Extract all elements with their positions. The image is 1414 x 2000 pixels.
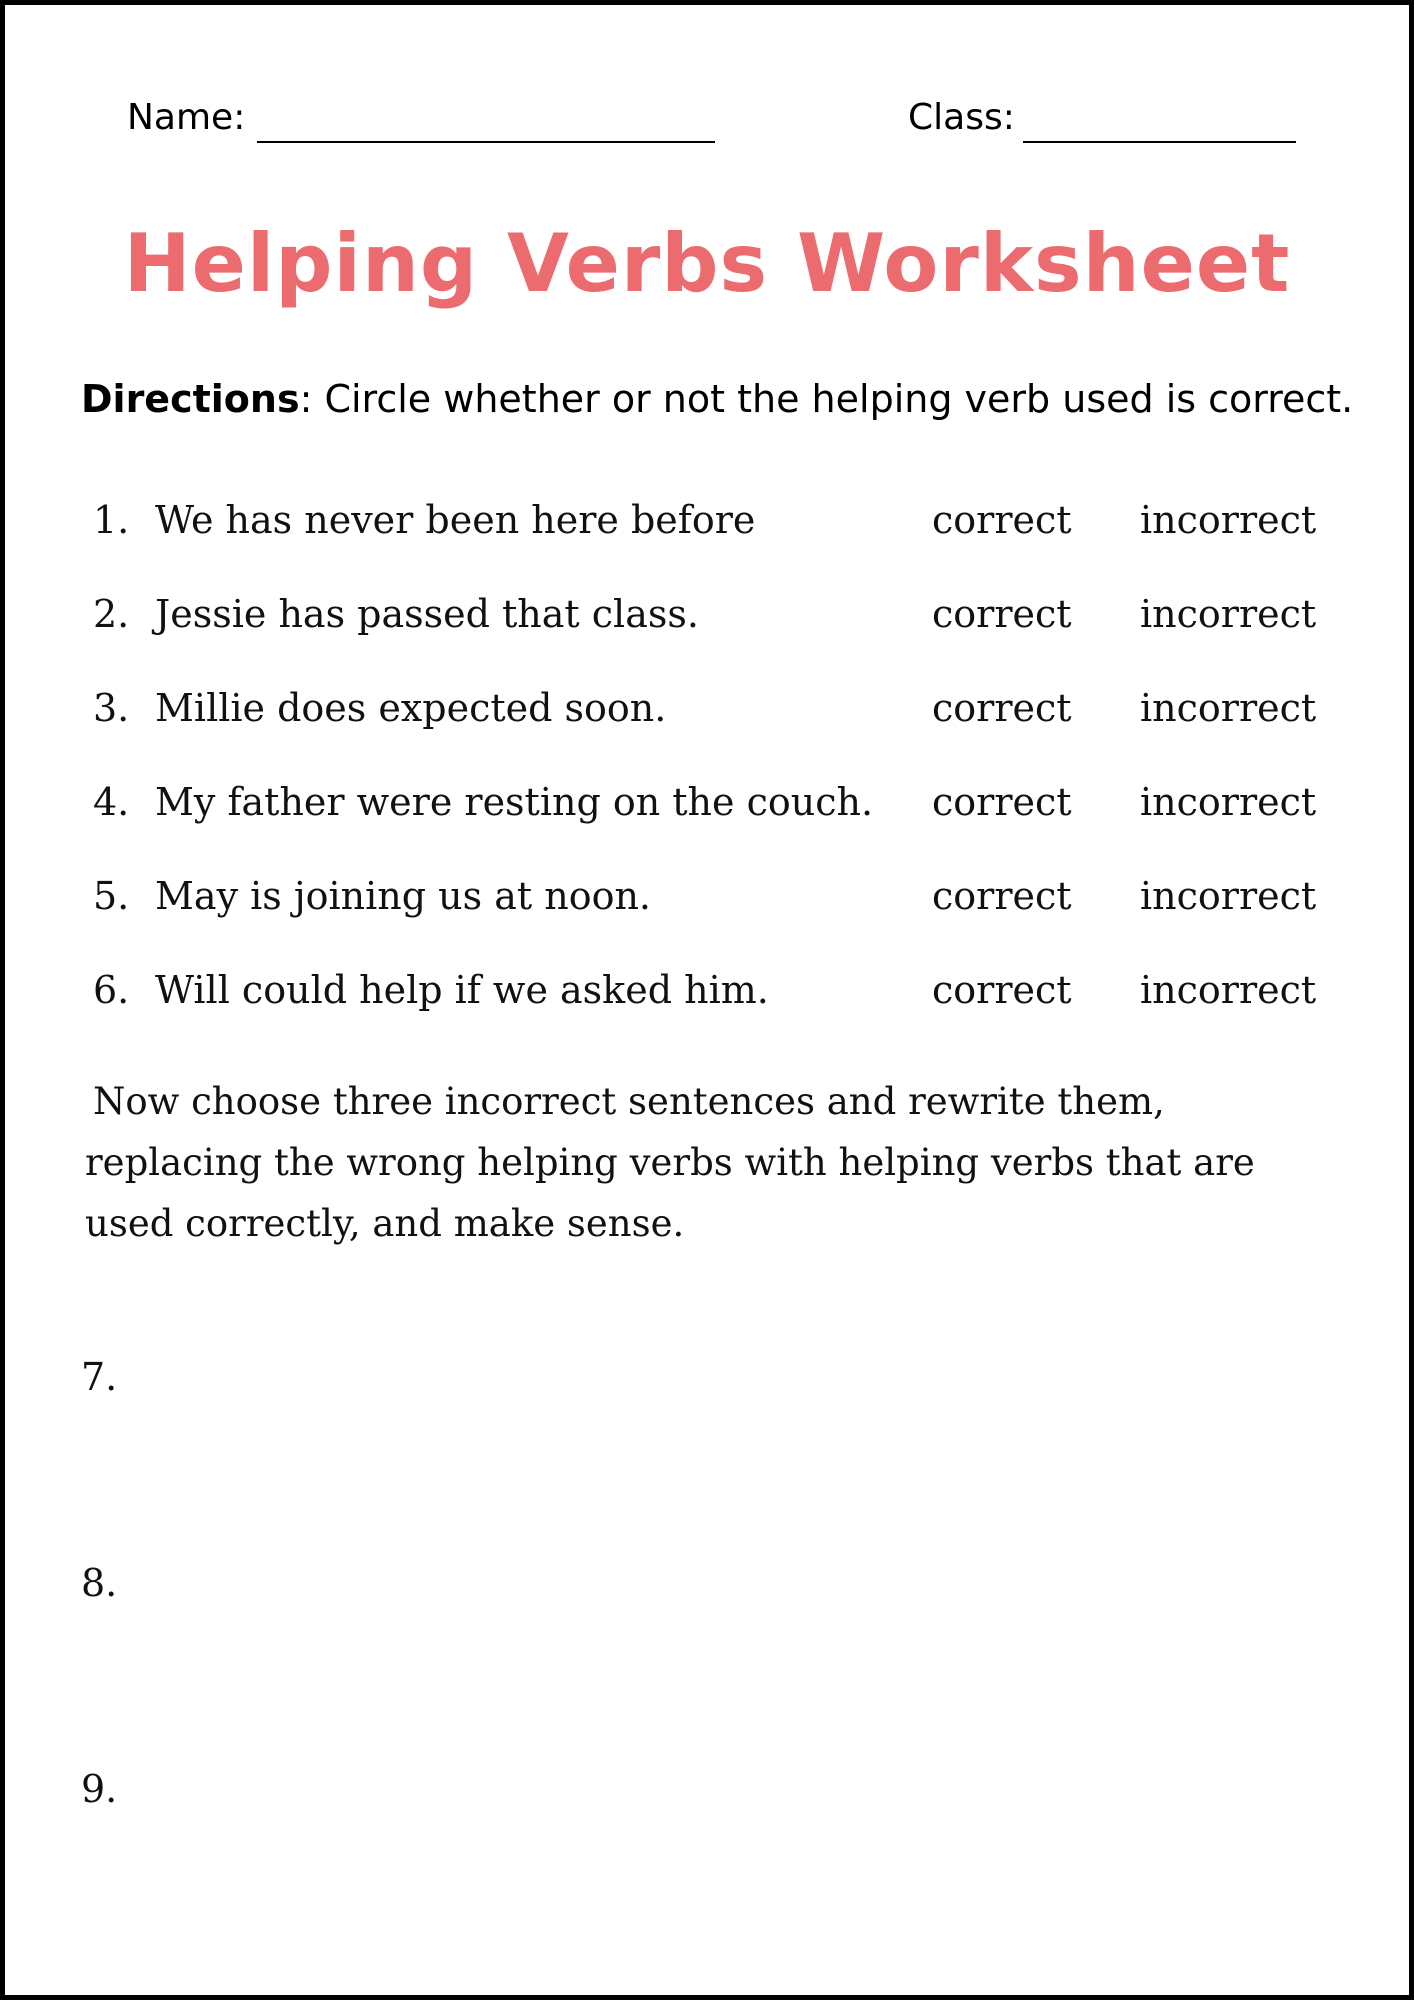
question-sentence: May is joining us at noon.: [155, 874, 652, 918]
question-number: 3.: [93, 686, 130, 730]
question-row: [5, 968, 1409, 1028]
question-number: 1.: [93, 498, 130, 542]
correct-option[interactable]: correct: [932, 686, 1072, 730]
question-sentence: Will could help if we asked him.: [155, 968, 769, 1012]
answer-number: 7.: [81, 1355, 118, 1399]
question-row: [5, 686, 1409, 746]
question-sentence: Jessie has passed that class.: [155, 592, 699, 636]
worksheet-title: Helping Verbs Worksheet: [123, 217, 1291, 310]
incorrect-option[interactable]: incorrect: [1140, 592, 1317, 636]
question-sentence: We has never been here before: [155, 498, 756, 542]
question-number: 6.: [93, 968, 130, 1012]
rewrite-instruction: Now choose three incorrect sentences and rewrite them, replacing the wrong helping verbs with helping verbs that are used correctly, and make sense.: [85, 1080, 1255, 1245]
correct-option[interactable]: correct: [932, 780, 1072, 824]
correct-option[interactable]: correct: [932, 968, 1072, 1012]
question-sentence: Millie does expected soon.: [155, 686, 667, 730]
incorrect-option[interactable]: incorrect: [1140, 686, 1317, 730]
question-row: [5, 498, 1409, 558]
question-number: 2.: [93, 592, 130, 636]
correct-option[interactable]: correct: [932, 592, 1072, 636]
incorrect-option[interactable]: incorrect: [1140, 498, 1317, 542]
name-blank[interactable]: [257, 141, 715, 143]
directions-label: Directions: [81, 377, 300, 421]
question-row: [5, 874, 1409, 934]
correct-option[interactable]: correct: [932, 498, 1072, 542]
correct-option[interactable]: correct: [932, 874, 1072, 918]
incorrect-option[interactable]: incorrect: [1140, 780, 1317, 824]
directions: [81, 377, 1381, 421]
header-row: [5, 97, 1409, 147]
question-row: [5, 780, 1409, 840]
class-label: Class:: [908, 97, 1015, 138]
incorrect-option[interactable]: incorrect: [1140, 874, 1317, 918]
question-row: [5, 592, 1409, 652]
question-sentence: My father were resting on the couch.: [155, 780, 874, 824]
answer-number: 9.: [81, 1767, 118, 1811]
class-blank[interactable]: [1023, 141, 1296, 143]
question-number: 5.: [93, 874, 130, 918]
question-number: 4.: [93, 780, 130, 824]
answer-number: 8.: [81, 1561, 118, 1605]
directions-text: : Circle whether or not the helping verb used is correct.: [299, 377, 1354, 421]
incorrect-option[interactable]: incorrect: [1140, 968, 1317, 1012]
name-label: Name:: [127, 97, 246, 138]
